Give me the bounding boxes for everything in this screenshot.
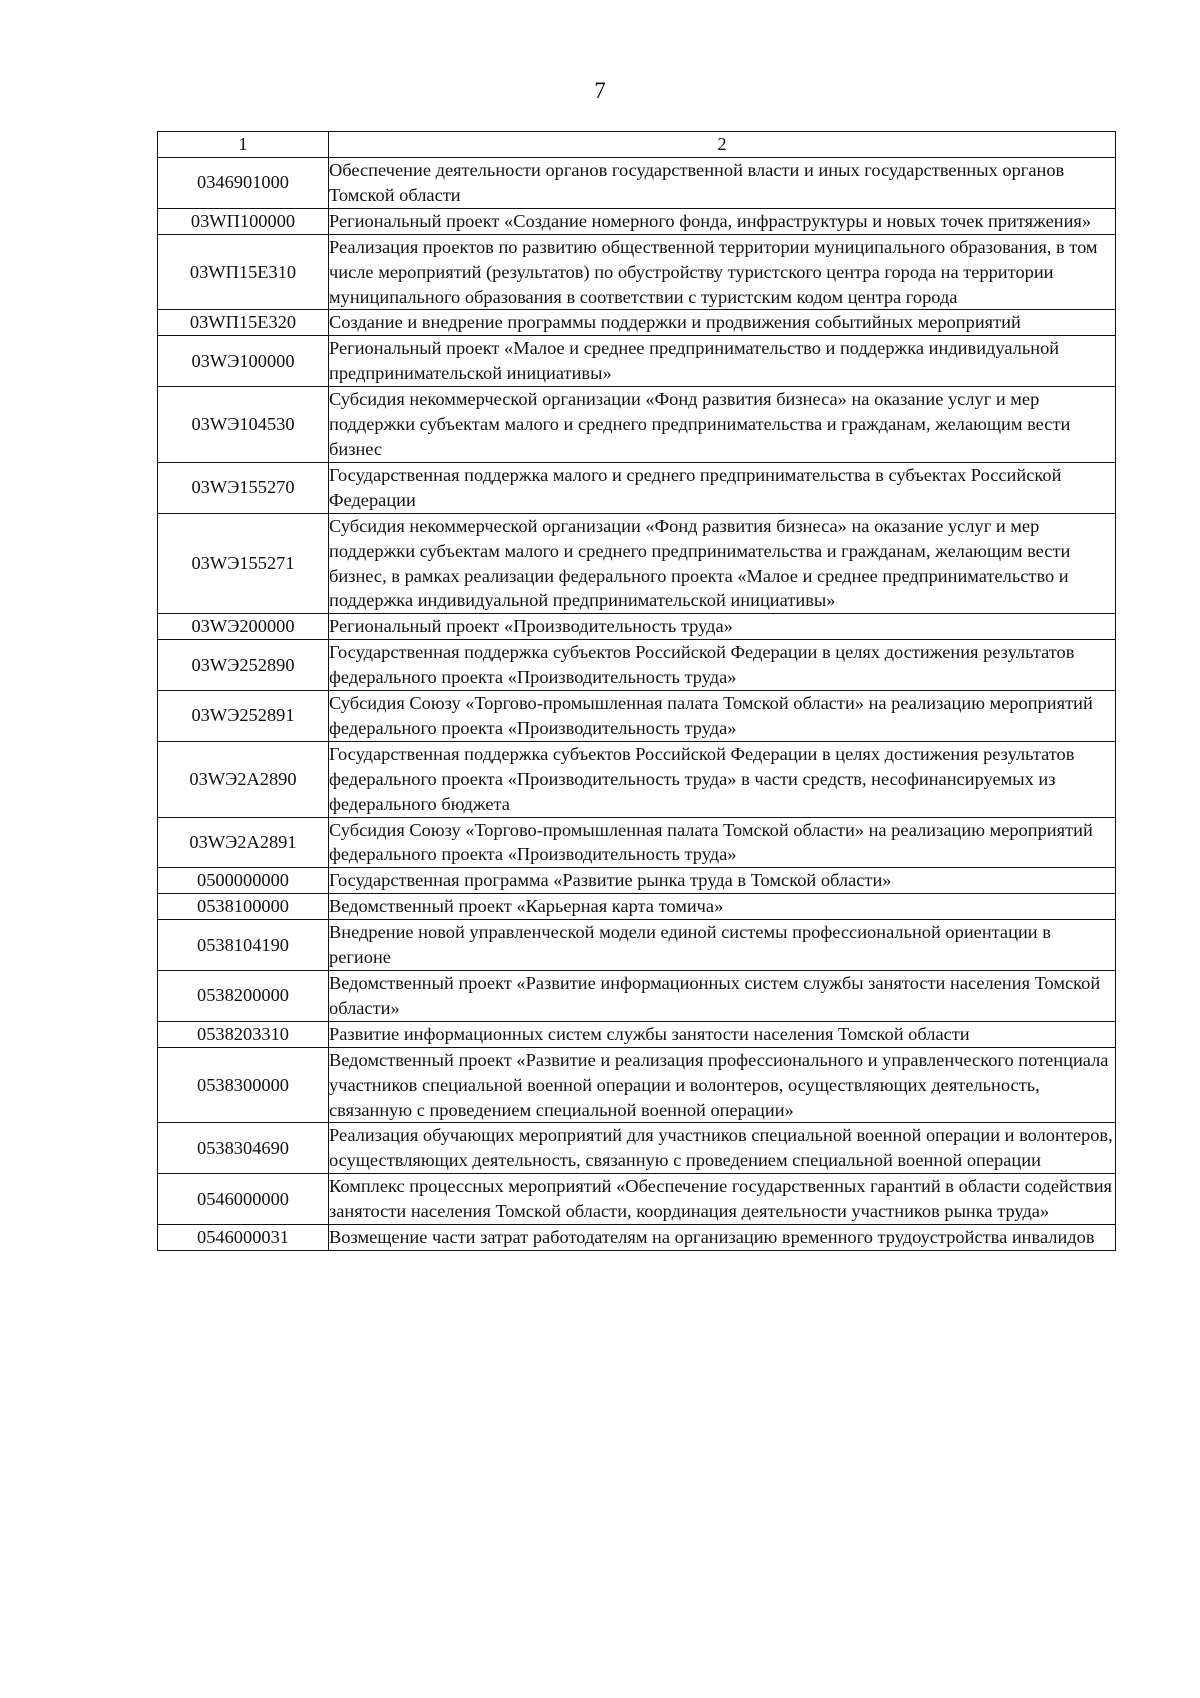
row-code: 03WЭ100000 bbox=[158, 336, 329, 387]
table-row bbox=[158, 1123, 1116, 1174]
table-row bbox=[158, 1047, 1116, 1123]
table-row bbox=[158, 234, 1116, 310]
table-row bbox=[158, 817, 1116, 868]
row-description: Возмещение части затрат работодателям на организацию временного трудоустройства инвалидов bbox=[329, 1225, 1116, 1251]
row-description: Развитие информационных систем службы занятости населения Томской области bbox=[329, 1021, 1116, 1047]
table-row bbox=[158, 1174, 1116, 1225]
row-code: 03WЭ2А2891 bbox=[158, 817, 329, 868]
row-code: 0538200000 bbox=[158, 971, 329, 1022]
row-description: Государственная поддержка субъектов Российской Федерации в целях достижения результатов федерального проекта «Производительность труда» bbox=[329, 640, 1116, 691]
code-table bbox=[157, 131, 1116, 1251]
row-description: Региональный проект «Создание номерного фонда, инфраструктуры и новых точек притяжения» bbox=[329, 208, 1116, 234]
row-code: 03WЭ200000 bbox=[158, 614, 329, 640]
row-code: 0538100000 bbox=[158, 894, 329, 920]
table-row bbox=[158, 387, 1116, 463]
row-code: 03WЭ155270 bbox=[158, 462, 329, 513]
table-row bbox=[158, 208, 1116, 234]
table-row bbox=[158, 158, 1116, 209]
row-code: 0538104190 bbox=[158, 920, 329, 971]
row-code: 03WП15Е320 bbox=[158, 310, 329, 336]
table-row bbox=[158, 691, 1116, 742]
table-row bbox=[158, 1021, 1116, 1047]
table-row bbox=[158, 741, 1116, 817]
row-description: Субсидия некоммерческой организации «Фонд развития бизнеса» на оказание услуг и мер поддержки субъектам малого и среднего предпринимательства и гражданам, желающим вести бизнес bbox=[329, 387, 1116, 463]
row-code: 03WЭ155271 bbox=[158, 513, 329, 614]
table-row bbox=[158, 640, 1116, 691]
table-row bbox=[158, 894, 1116, 920]
table-row bbox=[158, 868, 1116, 894]
row-code: 0538203310 bbox=[158, 1021, 329, 1047]
row-description: Субсидия Союзу «Торгово-промышленная палата Томской области» на реализацию мероприятий федерального проекта «Производительность труда» bbox=[329, 817, 1116, 868]
column-header-2: 2 bbox=[329, 132, 1116, 158]
row-description: Государственная программа «Развитие рынка труда в Томской области» bbox=[329, 868, 1116, 894]
row-description: Государственная поддержка малого и среднего предпринимательства в субъектах Российской Федерации bbox=[329, 462, 1116, 513]
row-code: 0500000000 bbox=[158, 868, 329, 894]
row-description: Ведомственный проект «Карьерная карта томича» bbox=[329, 894, 1116, 920]
table-row bbox=[158, 614, 1116, 640]
column-header-1: 1 bbox=[158, 132, 329, 158]
row-description: Комплекс процессных мероприятий «Обеспечение государственных гарантий в области содействия занятости населения Томской области, координация деятельности участников рынка труда» bbox=[329, 1174, 1116, 1225]
row-description: Ведомственный проект «Развитие и реализация профессионального и управленческого потенциала участников специальной военной операции и волонтеров, осуществляющих деятельность, связанную с проведением специальной военной операции» bbox=[329, 1047, 1116, 1123]
row-code: 03WЭ104530 bbox=[158, 387, 329, 463]
table-row bbox=[158, 1225, 1116, 1251]
table-row bbox=[158, 920, 1116, 971]
row-code: 0346901000 bbox=[158, 158, 329, 209]
table-header-row bbox=[158, 132, 1116, 158]
table-row bbox=[158, 513, 1116, 614]
row-code: 0538304690 bbox=[158, 1123, 329, 1174]
row-description: Государственная поддержка субъектов Российской Федерации в целях достижения результатов федерального проекта «Производительность труда» в части средств, несофинансируемых из федерального бюджета bbox=[329, 741, 1116, 817]
row-description: Обеспечение деятельности органов государственной власти и иных государственных органов Томской области bbox=[329, 158, 1116, 209]
row-code: 0546000000 bbox=[158, 1174, 329, 1225]
table-row bbox=[158, 971, 1116, 1022]
row-code: 03WП15Е310 bbox=[158, 234, 329, 310]
table-row bbox=[158, 310, 1116, 336]
row-code: 03WП100000 bbox=[158, 208, 329, 234]
row-code: 03WЭ2А2890 bbox=[158, 741, 329, 817]
table-row bbox=[158, 462, 1116, 513]
page-number: 7 bbox=[594, 78, 606, 103]
row-description: Региональный проект «Малое и среднее предпринимательство и поддержка индивидуальной предпринимательской инициативы» bbox=[329, 336, 1116, 387]
row-code: 03WЭ252891 bbox=[158, 691, 329, 742]
row-description: Реализация обучающих мероприятий для участников специальной военной операции и волонтеров, осуществляющих деятельность, связанную с проведением специальной военной операции bbox=[329, 1123, 1116, 1174]
row-description: Создание и внедрение программы поддержки и продвижения событийных мероприятий bbox=[329, 310, 1116, 336]
row-description: Реализация проектов по развитию общественной территории муниципального образования, в том числе мероприятий (результатов) по обустройству туристского центра города на территории муниципального образования в соответствии с туристским кодом центра города bbox=[329, 234, 1116, 310]
row-code: 0538300000 bbox=[158, 1047, 329, 1123]
row-code: 03WЭ252890 bbox=[158, 640, 329, 691]
row-description: Внедрение новой управленческой модели единой системы профессиональной ориентации в регионе bbox=[329, 920, 1116, 971]
table-row bbox=[158, 336, 1116, 387]
row-code: 0546000031 bbox=[158, 1225, 329, 1251]
row-description: Субсидия Союзу «Торгово-промышленная палата Томской области» на реализацию мероприятий федерального проекта «Производительность труда» bbox=[329, 691, 1116, 742]
row-description: Региональный проект «Производительность труда» bbox=[329, 614, 1116, 640]
row-description: Ведомственный проект «Развитие информационных систем службы занятости населения Томской области» bbox=[329, 971, 1116, 1022]
row-description: Субсидия некоммерческой организации «Фонд развития бизнеса» на оказание услуг и мер поддержки субъектам малого и среднего предпринимательства и гражданам, желающим вести бизнес, в рамках реализации федерального проекта «Малое и среднее предпринимательство и поддержка индивидуальной предпринимательской инициативы» bbox=[329, 513, 1116, 614]
